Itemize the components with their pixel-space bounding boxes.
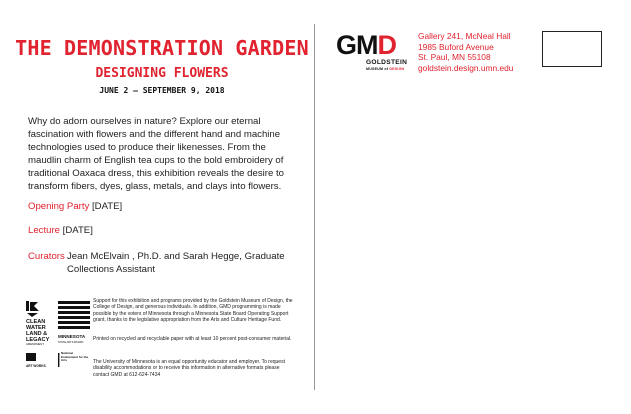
address-line-1: Gallery 241, McNeal Hall xyxy=(418,31,511,41)
legacy-line-3: LAND & xyxy=(26,331,48,337)
minnesota-text: MINNESOTA xyxy=(58,334,86,339)
exhibition-dates: JUNE 2 – SEPTEMBER 9, 2018 xyxy=(99,86,225,95)
legacy-line-5: AMENDMENT xyxy=(26,342,45,346)
exhibition-title: THE DEMONSTRATION GARDEN xyxy=(15,36,309,60)
gmd-tagline xyxy=(366,67,404,71)
gmd-logo xyxy=(336,32,414,72)
lecture-date: [DATE] xyxy=(60,225,93,236)
website-link[interactable]: goldstein.design.umn.edu xyxy=(418,62,514,73)
museum-address xyxy=(418,31,513,73)
recycled-statement: Printed on recycled and recyclable paper with at least 10 percent post-consumer material. xyxy=(93,336,292,342)
state-arts-board-logo xyxy=(58,301,90,381)
legacy-line-1: CLEAN xyxy=(26,319,46,325)
address-line-3: St. Paul, MN 55108 xyxy=(418,52,491,63)
equal-opportunity-statement: The University of Minnesota is an equal opportunity educator and employer. To request disability accommodations or to receive this information in alternative formats please contact GMD at 612-624-7434 xyxy=(93,359,285,378)
lecture-label: Lecture xyxy=(28,225,60,236)
gmd-tag-of: of xyxy=(384,67,389,71)
nea-logo xyxy=(58,352,90,372)
gmd-tag-design: DESIGN xyxy=(389,67,405,71)
msab-text: STATE ARTS BOARD xyxy=(58,341,84,344)
stamp-box xyxy=(542,31,602,67)
legacy-line-4: LEGACY xyxy=(26,337,50,343)
exhibition-description: Why do adorn ourselves in nature? Explore our eternal fascination with flowers and the different hand and machine technologies used to produce their likenesses. From the maudlin charm of English tea cups to the bold embroidery of traditional Oaxaca dress, this exhibition reveals the desire to transform fibers, dyes, glass, metals, and clays into flowers. xyxy=(28,116,284,192)
address-line-2: 1985 Buford Avenue xyxy=(418,41,494,52)
opening-party-label: Opening Party xyxy=(28,201,90,212)
center-divider xyxy=(314,24,315,390)
opening-party-line xyxy=(28,201,122,212)
gmd-wordmark xyxy=(336,32,396,59)
artworks-logo xyxy=(26,353,47,368)
artworks-text: ART WORKS. xyxy=(26,364,47,368)
curators-names: Jean McElvain , Ph.D. and Sarah Hegge, Graduate Collections Assistant xyxy=(67,251,285,275)
gmd-letter-d: D xyxy=(377,30,396,60)
opening-party-date: [DATE] xyxy=(89,201,123,212)
legacy-mark-icon xyxy=(26,301,39,317)
gmd-letters-gm: GM xyxy=(336,30,378,60)
gmd-tag-museum: MUSEUM xyxy=(366,67,384,71)
support-statement: Support for this exhibition and programs provided by the Goldstein Museum of Design, the College of Design, and generous individuals. In addition, GMD programming is made possible by the voters of Minnesota through a Minnesota State Board Operating Support grant, thanks to the legislative appropriation from the Arts and Culture Heritage Fund. xyxy=(93,298,293,324)
lecture-line xyxy=(28,225,93,236)
legacy-line-2: WATER xyxy=(26,325,46,331)
curators-line xyxy=(28,250,302,276)
exhibition-subtitle: DESIGNING FLOWERS xyxy=(95,66,229,81)
curators-label: Curators xyxy=(28,251,65,262)
nea-text: National Endowment for the Arts xyxy=(61,352,89,363)
gmd-name: GOLDSTEIN xyxy=(366,59,408,66)
